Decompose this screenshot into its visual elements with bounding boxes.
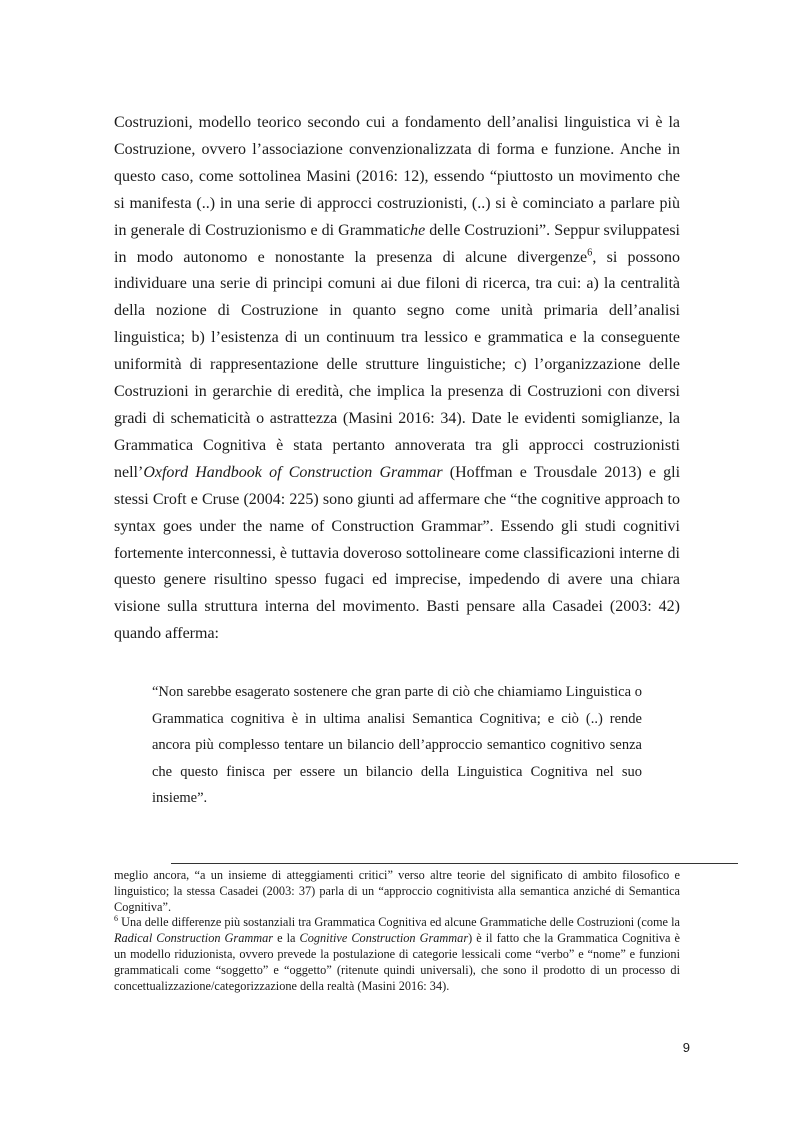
italic-che: che — [403, 221, 426, 239]
footnote-separator — [171, 863, 738, 864]
footnote-text-part: e la — [273, 931, 300, 946]
body-text-part: (Hoffman e Trousdale 2013) e gli stessi Croft e Cruse (2004: 225) sono giunti ad affermare che “the cognitive approach to syntax goes under the name of Construction Grammar”. Essendo gli studi cognitivi fortemente interconnessi, è tuttavia doveroso sottolineare come classificazioni interne di questo genere risultino spesso fugaci ed imprecise, impedendo di avere una chiara visione sulla struttura interna del movimento. Basti pensare alla Casadei (2003: 42) quando afferma: — [114, 463, 681, 643]
footnote-continued: meglio ancora, “a un insieme di atteggiamenti critici” verso altre teorie del significato di ambito filosofico e linguistico; la stessa Casadei (2003: 37) parla di un “approccio cognitivista alla semantica anziché di Semantica Cognitiva”. — [114, 868, 680, 914]
footnotes — [114, 868, 680, 994]
block-quote: “Non sarebbe esagerato sostenere che gran parte di ciò che chiamiamo Linguistica o Grammatica cognitiva è in ultima analisi Semantica Cognitiva; e ciò (..) rende ancora più complesso tentare un bilancio dell’approccio semantico cognitivo senza che questo finisca per essere un bilancio della Linguistica Cognitiva nel suo insieme”. — [152, 684, 642, 806]
body-paragraph — [114, 110, 680, 648]
footnote-text-part: ) è il fatto che la Grammatica Cognitiva è un modello riduzionista, ovvero prevede la postulazione di categorie lessicali come “verbo” e “nome” e funzioni grammaticali come “soggetto” e “oggetto” (ritenute quindi universali), che sono il prodotto di un processo di concettualizzazione/categorizzazione della realtà (Masini 2016: 34). — [114, 931, 680, 993]
footnote-number-6: 6 — [114, 914, 118, 924]
body-text-part: Costruzioni, modello teorico secondo cui a fondamento dell’analisi linguistica vi è la Costruzione, ovvero l’associazione convenzionalizzata di forma e funzione. Anche in questo caso, come sottolinea Masini (2016: 12), essendo “piuttosto un movimento che si manifesta (..) in una serie di approcci costruzionisti, (..) si è cominciato a parlare più in generale di Costruzionismo e di Grammati — [114, 114, 680, 239]
handbook-title: Oxford Handbook of Construction Grammar — [143, 463, 443, 481]
body-text-part: delle Costruzioni”. Seppur sviluppatesi in modo autonomo e nonostante la presenza di alcune divergenze — [114, 221, 680, 266]
footnote-6 — [114, 915, 680, 994]
footnote-italic-rcg: Radical Construction Grammar — [114, 931, 274, 946]
footnote-text-part: Una delle differenze più sostanziali tra Grammatica Cognitiva ed alcune Grammatiche delle Costruzioni (come la — [118, 915, 680, 930]
page-number: 9 — [682, 1040, 690, 1055]
footnote-italic-ccg: Cognitive Construction Grammar — [299, 931, 469, 946]
footnote-ref-6[interactable]: 6 — [587, 247, 593, 259]
body-text-part: , si possono individuare una serie di principi comuni ai due filoni di ricerca, tra cui: a) la centralità della nozione di Costruzione in quanto segno come unità primaria dell’analisi linguistica; b) l’esistenza di un continuum tra lessico e grammatica e la conseguente uniformità di rappresentazione delle strutture linguistiche; c) l’organizzazione delle Costruzioni in gerarchie di eredità, che implica la presenza di Costruzioni con diversi gradi di schematicità o astrattezza (Masini 2016: 34). Date le evidenti somiglianze, la Grammatica Cognitiva è stata pertanto annoverata tra gli approcci costruzionisti nell’ — [114, 248, 681, 481]
